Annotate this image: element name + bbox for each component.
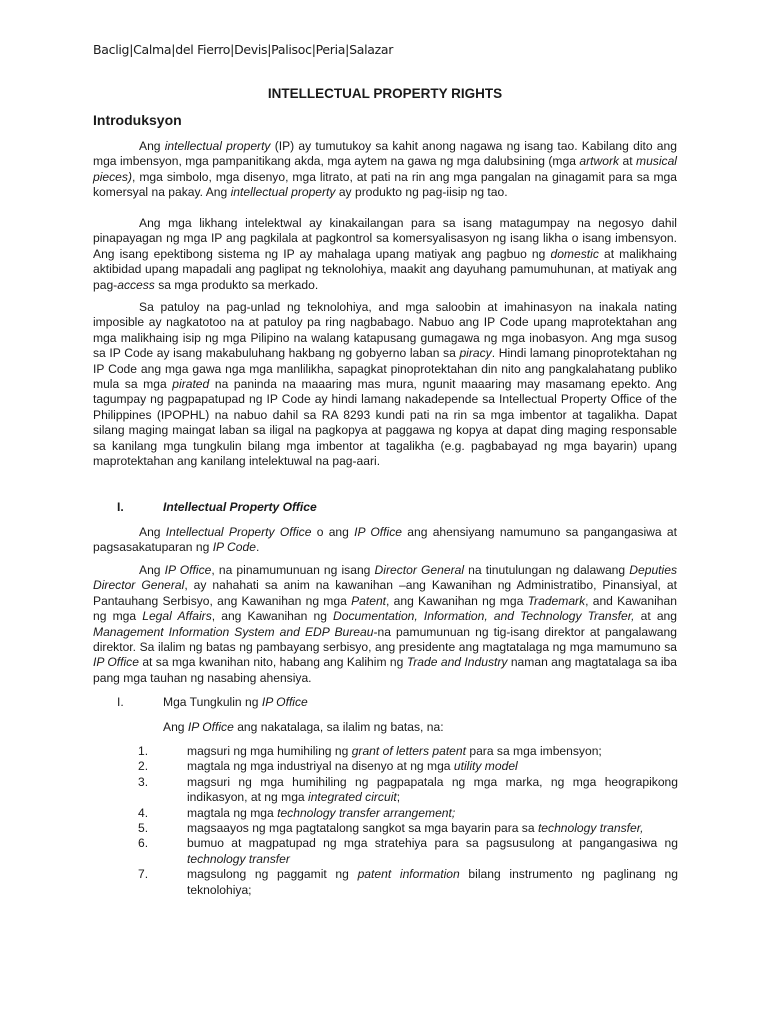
list-item-number: 1. bbox=[138, 744, 149, 758]
section-number: I. bbox=[117, 500, 124, 514]
list-item bbox=[138, 867, 678, 898]
list-item-text-end: bilang instrumento ng paglinang ng teknolohiya; bbox=[187, 867, 678, 897]
list-item-text: magsuri ng mga humihiling ng pagpapatala ng mga marka, ng mga heograpikong indikasyon, at ng mga bbox=[187, 774, 678, 805]
list-item-number: 7. bbox=[138, 867, 149, 882]
list-item-text: magsulong ng paggamit ng bbox=[187, 867, 358, 882]
list-item-text: magtala ng mga bbox=[187, 805, 278, 820]
list-item-number: 6. bbox=[138, 836, 149, 851]
intro-paragraph-1: Ang intellectual property (IP) ay tumutukoy sa kahit anong nagawa ng isang tao. Kabilang dito ang mga imbensyon, mga pampanitikang akda, mga aytem na gawa ng mga dalubsining (mga artwork at musical pieces), mga simbolo, mga disenyo, mga litrato, at pati na rin ang mga pangalan na ginagamit para sa mga komersyal na pakay. Ang intellectual property ay produkto ng pag-iisip ng tao. bbox=[93, 139, 677, 200]
list-item bbox=[138, 775, 678, 806]
list-item-text: magsuri ng mga humihiling ng bbox=[187, 744, 352, 758]
list-item bbox=[138, 759, 678, 774]
intro-heading: Introduksyon bbox=[93, 112, 182, 128]
tasks-list bbox=[138, 744, 678, 898]
list-item-term: technology transfer arrangement; bbox=[277, 805, 456, 820]
list-item-text: magtala ng mga industriyal na disenyo at ng mga bbox=[187, 759, 454, 774]
subsection-number: I. bbox=[117, 695, 124, 709]
list-item bbox=[138, 836, 678, 867]
list-item-term: patent information bbox=[357, 867, 460, 882]
intro-paragraph-3: Sa patuloy na pag-unlad ng teknolohiya, and mga saloobin at imahinasyon na inakala nating imposible ay nagkatotoo na at patuloy pa ring nagbabago. Nabuo ang IP Code upang maprotektahan ang mga malikhaing isip ng mga Pilipino na walang katapusang gumagawa ng mga inobasyon. Ang mga susog sa IP Code ay isang makabuluhang hakbang ng gobyerno laban sa piracy. Hindi lamang pinoprotektahan ng IP Code ang mga gawa nga mga manlilikha, sapagkat pinoprotektahan din nito ang pangkalahatang publiko mula sa mga pirated na paninda na maaaring mas mura, ngunit maaaring may masamang epekto. Ang tagumpay ng pagpapatupad ng IP Code ay hindi lamang nakadepende sa Intellectual Property Office of the Philippines (IPOPHL) na nabuo dahil sa RA 8293 kundi pati na rin sa mga imbentor at tagalikha. Dapat silang maging maingat laban sa iligal na pagkopya at paggawa ng kopya at dapat ding maging responsable sa kanilang mga tungkulin bilang mga imbentor at tagalikha (e.g. pagbabayad ng mga bayarin) upang maprotektahan ang kanilang intelektuwal na pag-aari. bbox=[93, 300, 677, 469]
list-item-term: technology transfer bbox=[187, 851, 290, 866]
list-item-text-end: para sa mga imbensyon; bbox=[466, 744, 602, 758]
document-title: INTELLECTUAL PROPERTY RIGHTS bbox=[267, 86, 503, 101]
list-item-term: grant of letters patent bbox=[351, 744, 466, 758]
list-item-text: magsaayos ng mga pagtatalong sangkot sa mga bayarin para sa bbox=[187, 821, 538, 836]
list-item-text: bumuo at magpatupad ng mga stratehiya para sa pagsusulong at pangangasiwa ng bbox=[187, 836, 678, 851]
list-item-term: utility model bbox=[453, 759, 518, 774]
list-item bbox=[138, 744, 678, 759]
list-item bbox=[138, 806, 678, 821]
list-item-term: integrated circuit bbox=[308, 790, 397, 805]
list-lead: Ang IP Office ang nakatalaga, sa ilalim ng batas, na: bbox=[163, 720, 444, 734]
section-paragraph-1: Ang Intellectual Property Office o ang IP Office ang ahensiyang namumuno sa pangangasiwa at pagsasakatuparan ng IP Code. bbox=[93, 525, 677, 555]
authors-header: Baclig|Calma|del Fierro|Devis|Palisoc|Peria|Salazar bbox=[93, 42, 394, 57]
list-item-number: 5. bbox=[138, 821, 149, 836]
list-item-term: technology transfer, bbox=[537, 821, 644, 836]
list-item-number: 4. bbox=[138, 805, 149, 820]
list-item bbox=[138, 821, 678, 836]
section-paragraph-2: Ang IP Office, na pinamumunuan ng isang Director General na tinutulungan ng dalawang Deputies Director General, ay nahahati sa anim na kawanihan –ang Kawanihan ng Administratibo, Pinansiyal, at Pantauhang Serbisyo, ang Kawanihan ng mga Patent, ang Kawanihan ng mga Trademark, and Kawanihan ng mga Legal Affairs, ang Kawanihan ng Documentation, Information, and Technology Transfer, at ang Management Information System and EDP Bureau-na pamumunuan ng tig-isang direktor at pangalawang direktor. Sa ilalim ng batas ng pambayang serbisyo, ang presidente ang magtatalaga ng mga mamumuno sa IP Office at sa mga kwanihan nito, habang ang Kalihim ng Trade and Industry naman ang magtatalaga sa iba pang mga tauhan ng nasabing ahensiya. bbox=[93, 563, 677, 685]
list-item-number: 3. bbox=[138, 774, 149, 789]
subsection-title: Mga Tungkulin ng IP Office bbox=[163, 695, 308, 709]
section-title: Intellectual Property Office bbox=[163, 500, 317, 514]
list-item-text-end: ; bbox=[396, 790, 401, 805]
intro-paragraph-2: Ang mga likhang intelektwal ay kinakailangan para sa isang matagumpay na negosyo dahil pinapayagan ng mga IP ang pagkilala at pagkontrol sa komersyalisasyon ng isang likha o isang imbensyon. Ang isang epektibong sistema ng IP ay mahalaga upang matiyak ang pagbuo ng domestic at malikhaing aktibidad upang mapadali ang paglipat ng teknolohiya, maakit ang dayuhang pamumuhunan, at matiyak ang pag-access sa mga produkto sa merkado. bbox=[93, 216, 677, 292]
list-item-number: 2. bbox=[138, 759, 149, 774]
